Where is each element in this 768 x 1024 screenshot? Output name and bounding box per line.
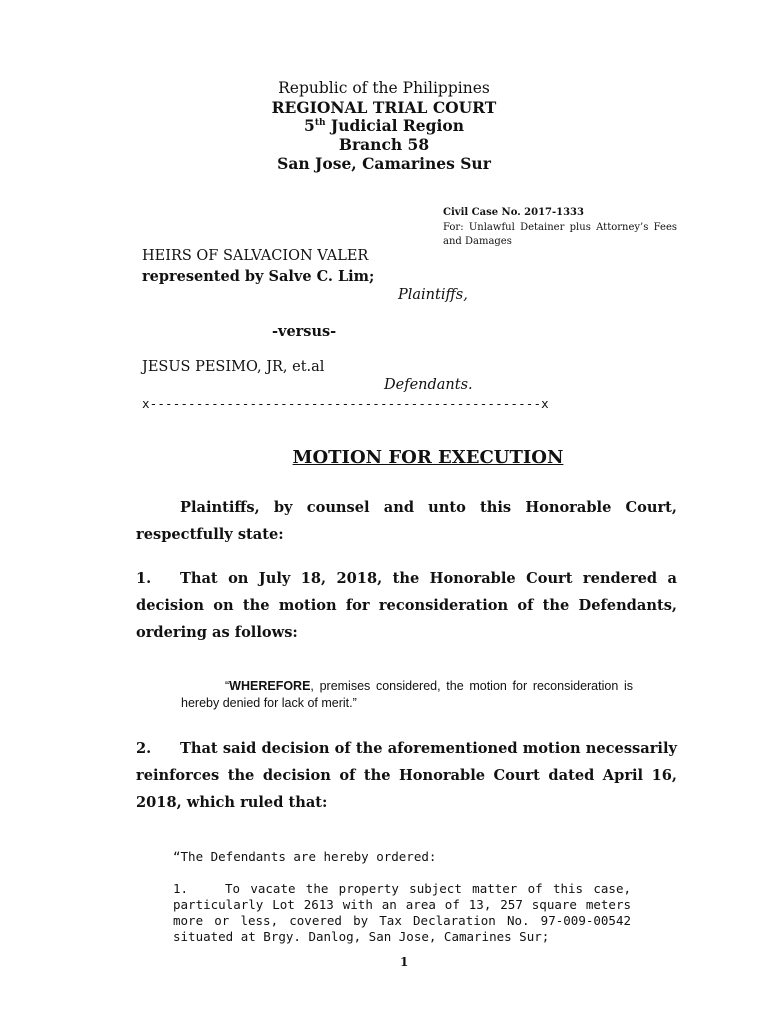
paragraph-2 <box>136 735 677 816</box>
plaintiffs-label: Plaintiffs, <box>398 287 468 303</box>
defendant-name: JESUS PESIMO, JR, et.al <box>142 359 325 375</box>
header-region <box>0 116 768 135</box>
plaintiff-name: HEIRS OF SALVACION VALER <box>142 248 369 264</box>
header-court: REGIONAL TRIAL COURT <box>271 98 497 117</box>
quote1-wherefore: WHEREFORE <box>229 679 311 693</box>
case-number: Civil Case No. 2017-1333 <box>443 207 584 218</box>
header-branch: Branch 58 <box>338 135 430 154</box>
plaintiff-representative: represented by Salve C. Lim; <box>142 268 375 285</box>
quoted-ruling-2-heading: “The Defendants are hereby ordered: <box>173 849 437 864</box>
quote1-open: “ <box>225 679 230 693</box>
paragraph-1-text: That on July 18, 2018, the Honorable Court rendered a decision on the motion for reconsideration of the Defendants, ordering as follows: <box>136 570 677 641</box>
quoted-ruling-2-item <box>173 881 631 945</box>
caption-divider: x---------------------------------------------------x <box>142 396 549 411</box>
header-republic: Republic of the Philippines <box>278 79 490 97</box>
quote2-item-number: 1. <box>173 881 189 896</box>
paragraph-2-text: That said decision of the aforementioned motion necessarily reinforces the decision of the Honorable Court dated April 16, 2018, which ruled that: <box>136 740 677 811</box>
paragraph-1 <box>136 565 677 646</box>
case-nature: For: Unlawful Detainer plus Attorney’s Fees and Damages <box>443 222 677 247</box>
document-title: MOTION FOR EXECUTION <box>292 447 564 468</box>
header-location: San Jose, Camarines Sur <box>277 154 491 173</box>
header-region-suffix: th <box>314 118 326 128</box>
paragraph-1-number: 1. <box>136 570 152 587</box>
quote2-item-text: To vacate the property subject matter of this case, particularly Lot 2613 with an area of 13, 257 square meters more or less, covered by Tax Declaration No. 97-009-00542 situated at Brgy. Danlog, San Jose, Camarines Sur; <box>173 881 631 944</box>
quoted-ruling-1 <box>181 678 633 712</box>
versus-label: -versus- <box>272 323 337 340</box>
defendants-label: Defendants. <box>384 377 473 393</box>
header-region-text: Judicial Region <box>325 116 464 135</box>
page-number: 1 <box>400 955 409 969</box>
intro-paragraph: Plaintiffs, by counsel and unto this Honorable Court, respectfully state: <box>136 499 677 543</box>
quote1-text: , premises considered, the motion for reconsideration is hereby denied for lack of merit.” <box>181 679 633 710</box>
header-region-number: 5 <box>304 116 315 135</box>
paragraph-2-number: 2. <box>136 740 152 757</box>
